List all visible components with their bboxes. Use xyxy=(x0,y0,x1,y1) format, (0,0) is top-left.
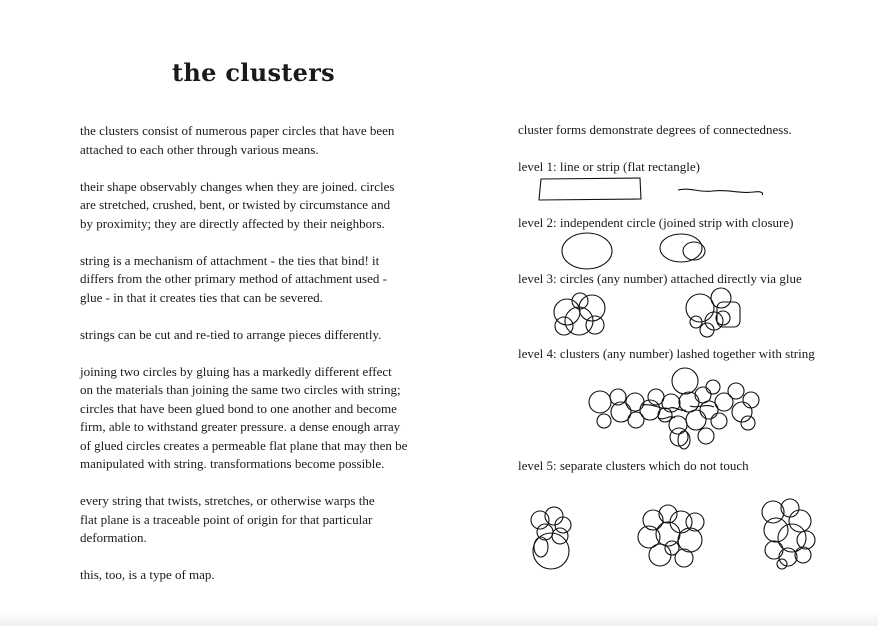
glued-circles-small-sketch xyxy=(554,293,605,335)
paragraph-3: string is a mechanism of attachment - the ties that bind! it differs from the other primary method of attachment used - glue - in that it creates ties that can be severed. xyxy=(80,252,387,305)
separate-cluster-1-sketch xyxy=(531,507,571,569)
page-title: the clusters xyxy=(172,58,335,87)
lashed-clusters-sketch xyxy=(589,368,759,449)
level-3-label: level 3: circles (any number) attached directly via glue xyxy=(518,271,802,286)
wavy-line-sketch xyxy=(678,189,763,195)
paragraph-4: strings can be cut and re-tied to arrange pieces differently. xyxy=(80,326,382,342)
level-1-label: level 1: line or strip (flat rectangle) xyxy=(518,159,700,174)
separate-cluster-2-sketch xyxy=(638,505,704,567)
overlapping-circles-sketch xyxy=(660,234,705,262)
paragraph-1: the clusters consist of numerous paper circles that have been attached to each other through various means. xyxy=(80,123,395,157)
level-2-label: level 2: independent circle (joined strip with closure) xyxy=(518,215,794,230)
flat-rectangle-sketch xyxy=(539,178,641,200)
level-4-label: level 4: clusters (any number) lashed together with string xyxy=(518,346,815,361)
separate-cluster-3-sketch xyxy=(762,499,815,569)
paragraph-5: joining two circles by gluing has a markedly different effect on the materials than joining the same two circles with string; circles that have been glued bond to one another and become firm, able to withstand greater pressure. a dense enough array of glued circles creates a permeable flat plane that may then be manipulated with string. transformations become possible. xyxy=(80,363,408,471)
page-bottom-shade xyxy=(0,612,878,626)
paragraph-7: this, too, is a type of map. xyxy=(80,567,215,582)
left-column xyxy=(80,122,410,603)
glued-circles-large-sketch xyxy=(686,288,740,337)
intro-text: cluster forms demonstrate degrees of connectedness. xyxy=(518,122,792,137)
sketches-canvas xyxy=(518,0,858,600)
level-5-label: level 5: separate clusters which do not touch xyxy=(518,458,749,473)
paragraph-6: every string that twists, stretches, or otherwise warps the flat plane is a traceable point of origin for that particular deformation. xyxy=(80,493,375,545)
single-circle-sketch xyxy=(562,233,612,269)
paragraph-2: their shape observably changes when they are joined. circles are stretched, crushed, bent, or twisted by circumstance and by proximity; they are directly affected by their neighbors. xyxy=(80,178,395,231)
